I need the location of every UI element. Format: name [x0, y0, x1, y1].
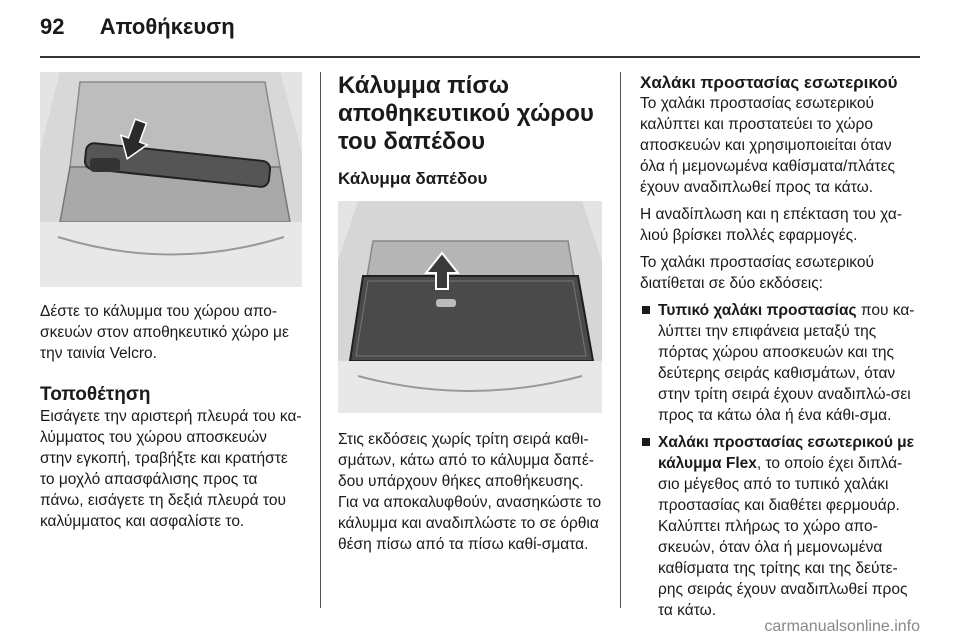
bullet2-text: , το οποίο έχει διπλά-σιο μέγεθος από το τυπικό χαλάκι προστασίας και διαθέτει φερμουάρ. Καλύπτει πλήρως το χώρο απο-σκευών, όταν όλα ή μεμονωμένα καθίσματα της τρίτης και της δεύτε-ρης σειράς έχουν αναδιπλωθεί προς τα κάτω. — [658, 455, 908, 619]
bullet-marker — [642, 438, 650, 446]
column-1 — [40, 72, 302, 532]
bullet2-bold: Χαλάκι προστασίας εσωτερικού με κάλυμμα Flex — [658, 434, 914, 472]
bullet1-text: που κα-λύπτει την επιφάνεια μεταξύ της πόρτας χώρου αποσκευών και της δεύτερης σειράς καθισμάτων, όταν στην τρίτη σειρά έχουν αναδιπλώ-σει προς τα κάτω όλα ή ένα κάθι-σμα. — [658, 302, 915, 424]
protection-mat-p3: Το χαλάκι προστασίας εσωτερικού διατίθεται σε δύο εκδόσεις: — [640, 254, 874, 292]
trunk-illustration — [40, 72, 302, 287]
floor-cover-text: Στις εκδόσεις χωρίς τρίτη σειρά καθι-σμάτων, κάτω από το κάλυμμα δαπέ-δου υπάρχουν θήκες αποθήκευσης. Για να αποκαλυφθούν, ανασηκώστε το κάλυμμα και αναδιπλώστε το σε όρθια θέση πίσω από τα πίσω καθί-σματα. — [338, 431, 602, 553]
bullet-marker — [642, 306, 650, 314]
stow-caption: Δέστε το κάλυμμα του χώρου απο-σκευών στον αποθηκευτικό χώρο με την ταινία Velcro. — [40, 303, 289, 362]
protection-mat-p2: Η αναδίπλωση και η επέκταση του χα-λιού βρίσκει πολλές εφαρμογές. — [640, 206, 903, 244]
page-number: 92 — [40, 14, 65, 39]
bullet-standard-mat — [640, 300, 920, 426]
watermark: carmanualsonline.info — [764, 618, 920, 635]
protection-mat-p1: Το χαλάκι προστασίας εσωτερικού καλύπτει και προστατεύει το χώρο αποσκευών και χρησιμοποιείται όταν όλα ή μεμονωμένα καθίσματα/πλάτες έχουν αναδιπλωθεί προς τα κάτω. — [640, 95, 896, 196]
installation-heading: Τοποθέτηση — [40, 384, 151, 405]
column-3 — [640, 72, 920, 621]
floor-cover-illustration — [338, 201, 602, 413]
page-title: Αποθήκευση — [99, 14, 235, 39]
page-header — [40, 14, 235, 40]
column-2 — [338, 72, 602, 555]
trunk-photo-cover-stowed — [40, 72, 302, 287]
header-rule — [40, 56, 920, 58]
bullet1-bold: Τυπικό χαλάκι προστασίας — [658, 302, 857, 319]
floor-cover-subtitle: Κάλυμμα δαπέδου — [338, 169, 488, 188]
trunk-photo-floor-cover — [338, 201, 602, 413]
installation-text: Εισάγετε την αριστερή πλευρά του κα-λύμματος του χώρου αποσκευών στην εγκοπή, τραβήξτε και κρατήστε το μοχλό απασφάλισης προς τα πάνω, εισάγετε τη δεξιά πλευρά του καλύμματος και ασφαλίστε το. — [40, 408, 302, 530]
protection-mat-heading: Χαλάκι προστασίας εσωτερικού — [640, 73, 898, 92]
section-title: Κάλυμμα πίσω αποθηκευτικού χώρου του δαπέδου — [338, 72, 594, 155]
column-divider-1 — [320, 72, 321, 608]
bullet-flex-mat — [640, 432, 920, 621]
column-divider-2 — [620, 72, 621, 608]
